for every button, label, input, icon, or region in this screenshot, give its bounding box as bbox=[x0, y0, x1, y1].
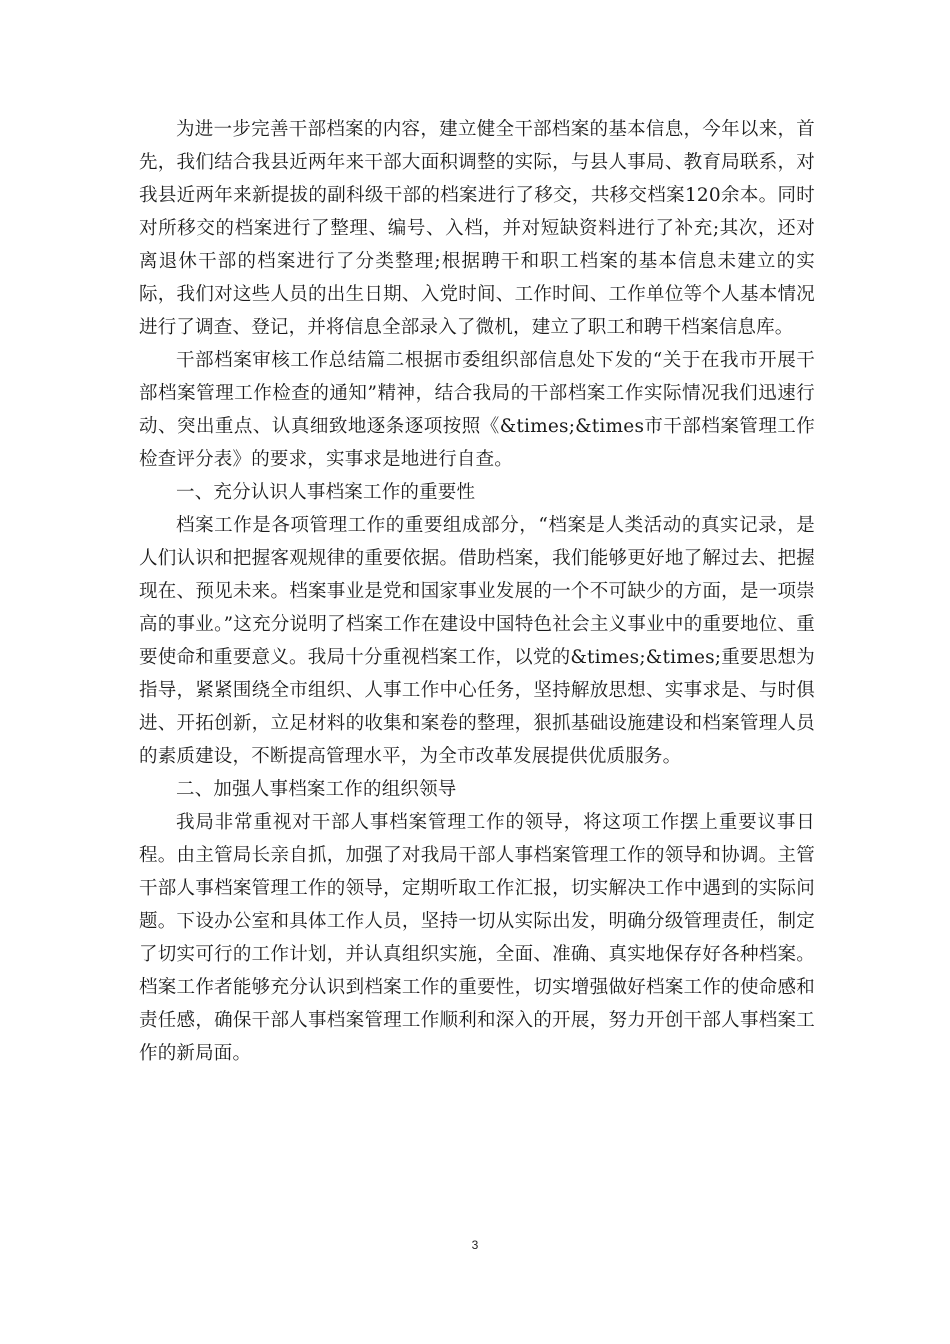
paragraph-archive-info: 为进一步完善干部档案的内容，建立健全干部档案的基本信息，今年以来，首先，我们结合我县近两年来干部大面积调整的实际，与县人事局、教育局联系，对我县近两年来新提拔的副科级干部的档案进行了移交，共移交档案120余本。同时对所移交的档案进行了整理、编号、入档，并对短缺资料进行了补充;其次，还对离退休干部的档案进行了分类整理;根据聘干和职工档案的基本信息未建立的实际，我们对这些人员的出生日期、入党时间、工作时间、工作单位等个人基本情况进行了调查、登记，并将信息全部录入了微机，建立了职工和聘干档案信息库。 bbox=[139, 119, 815, 338]
section-heading-importance: 一、充分认识人事档案工作的重要性 bbox=[176, 482, 476, 503]
paragraph-importance: 档案工作是各项管理工作的重要组成部分，“档案是人类活动的真实记录，是人们认识和把握客观规律的重要依据。借助档案，我们能够更好地了解过去、把握现在、预见未来。档案事业是党和国家事业发展的一个不可缺少的方面，是一项崇高的事业。”这充分说明了档案工作在建设中国特色社会主义事业中的重要地位、重要使命和重要意义。我局十分重视档案工作，以党的&times;&times;重要思想为指导，紧紧围绕全市组织、人事工作中心任务，坚持解放思想、实事求是、与时俱进、开拓创新，立足材料的收集和案卷的整理，狠抓基础设施建设和档案管理人员的素质建设，不断提高管理水平，为全市改革发展提供优质服务。 bbox=[139, 515, 815, 767]
page-number: 3 bbox=[471, 1238, 479, 1252]
section-heading-leadership: 二、加强人事档案工作的组织领导 bbox=[176, 779, 457, 800]
paragraph-leadership: 我局非常重视对干部人事档案管理工作的领导，将这项工作摆上重要议事日程。由主管局长亲自抓，加强了对我局干部人事档案管理工作的领导和协调。主管干部人事档案管理工作的领导，定期听取工作汇报，切实解决工作中遇到的实际问题。下设办公室和具体工作人员，坚持一切从实际出发，明确分级管理责任，制定了切实可行的工作计划，并认真组织实施，全面、准确、真实地保存好各种档案。档案工作者能够充分认识到档案工作的重要性，切实增强做好档案工作的使命感和责任感，确保干部人事档案管理工作顺利和深入的开展，努力开创干部人事档案工作的新局面。 bbox=[139, 812, 815, 1064]
paragraph-review-summary: 干部档案审核工作总结篇二根据市委组织部信息处下发的“关于在我市开展干部档案管理工作检查的通知”精神，结合我局的干部档案工作实际情况我们迅速行动、突出重点、认真细致地逐条逐项按照《&times;&times市干部档案管理工作检查评分表》的要求，实事求是地进行自查。 bbox=[139, 350, 815, 470]
document-body bbox=[139, 113, 815, 1070]
